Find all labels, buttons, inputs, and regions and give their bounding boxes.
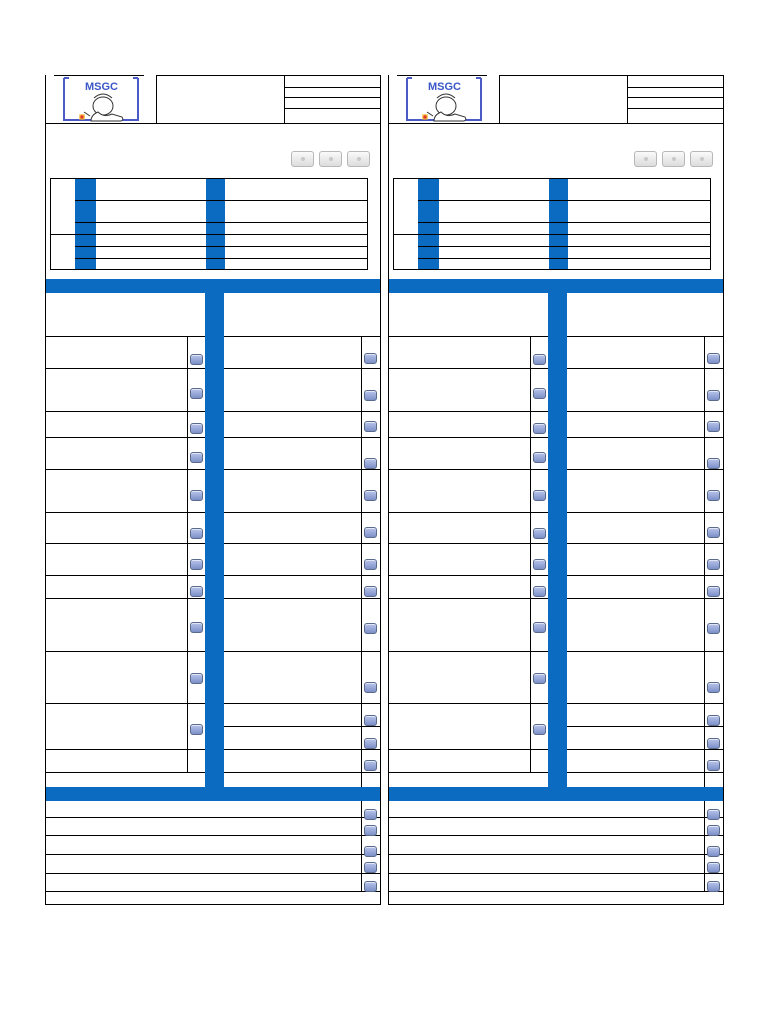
footer-row-line [389, 854, 723, 855]
checkbox-icon[interactable] [190, 388, 203, 399]
row-line [567, 772, 723, 773]
row-line [389, 598, 548, 599]
info-grid [393, 178, 711, 270]
checkbox-icon[interactable] [190, 559, 203, 570]
row-line [224, 437, 380, 438]
checkbox-icon[interactable] [364, 527, 377, 538]
row-line [389, 469, 548, 470]
row-line [389, 336, 548, 337]
checkbox-icon[interactable] [364, 809, 377, 820]
row-line [46, 368, 205, 369]
row-line [389, 368, 548, 369]
column-divider [548, 279, 567, 787]
prev-button[interactable] [634, 151, 657, 167]
checkbox-icon[interactable] [707, 862, 720, 873]
row-line [224, 368, 380, 369]
footer-row-line [389, 817, 723, 818]
checkbox-icon[interactable] [190, 490, 203, 501]
row-line [46, 437, 205, 438]
form-header [389, 76, 723, 124]
nav-buttons [634, 151, 713, 167]
row-line [567, 703, 723, 704]
footer-row-line [46, 854, 380, 855]
nav-buttons [291, 151, 370, 167]
row-line [567, 543, 723, 544]
row-line [46, 411, 205, 412]
row-line [389, 651, 548, 652]
checkbox-icon[interactable] [707, 390, 720, 401]
checkbox-icon[interactable] [707, 353, 720, 364]
checkbox-icon[interactable] [364, 846, 377, 857]
logo-label: MSGC [85, 81, 118, 93]
row-line [224, 772, 380, 773]
checkbox-icon[interactable] [364, 586, 377, 597]
checkbox-icon[interactable] [707, 881, 720, 892]
row-line [567, 368, 723, 369]
footer-checkbox-column-line [361, 801, 362, 891]
checkbox-icon[interactable] [364, 559, 377, 570]
footer-checkbox-column-line [704, 801, 705, 891]
form-card-2 [388, 75, 724, 905]
middle-button[interactable] [319, 151, 342, 167]
checkbox-icon[interactable] [364, 623, 377, 634]
checkbox-column-line [530, 336, 531, 772]
checkbox-column-line [704, 336, 705, 787]
checkbox-column-line [187, 336, 188, 772]
row-line [46, 772, 205, 773]
row-line [567, 749, 723, 750]
row-line [224, 512, 380, 513]
checkbox-icon[interactable] [707, 825, 720, 836]
row-line [567, 437, 723, 438]
row-line [389, 411, 548, 412]
row-line [46, 512, 205, 513]
checkbox-icon[interactable] [190, 528, 203, 539]
footer-row-line [46, 817, 380, 818]
form-header [46, 76, 380, 124]
row-line [224, 575, 380, 576]
checkbox-icon[interactable] [364, 862, 377, 873]
row-line [224, 651, 380, 652]
header-info-cells [628, 76, 723, 124]
checkbox-icon[interactable] [707, 458, 720, 469]
row-line [389, 772, 548, 773]
checkbox-icon[interactable] [364, 682, 377, 693]
next-button[interactable] [690, 151, 713, 167]
checkbox-icon[interactable] [707, 527, 720, 538]
checkbox-icon[interactable] [707, 846, 720, 857]
checkbox-icon[interactable] [707, 559, 720, 570]
row-line [224, 336, 380, 337]
header-info-cells [285, 76, 380, 124]
checkbox-icon[interactable] [364, 760, 377, 771]
footer-row-line [389, 873, 723, 874]
checkbox-icon[interactable] [707, 490, 720, 501]
row-line [389, 749, 548, 750]
checkbox-icon[interactable] [533, 354, 546, 365]
checkbox-icon[interactable] [190, 452, 203, 463]
row-line [567, 651, 723, 652]
checkbox-icon[interactable] [364, 390, 377, 401]
checkbox-icon[interactable] [533, 388, 546, 399]
row-line [224, 726, 380, 727]
row-line [46, 703, 205, 704]
info-grid [50, 178, 368, 270]
checkbox-icon[interactable] [364, 825, 377, 836]
row-line [46, 651, 205, 652]
checkbox-icon[interactable] [364, 421, 377, 432]
row-line [389, 575, 548, 576]
checkbox-icon[interactable] [190, 354, 203, 365]
checkbox-icon[interactable] [533, 673, 546, 684]
row-line [389, 437, 548, 438]
checkbox-icon[interactable] [364, 353, 377, 364]
checkbox-icon[interactable] [364, 715, 377, 726]
footer-section-bar [46, 787, 380, 801]
row-line [567, 575, 723, 576]
row-line [567, 469, 723, 470]
checkbox-icon[interactable] [707, 715, 720, 726]
footer-row-line [46, 835, 380, 836]
row-line [224, 749, 380, 750]
column-divider [205, 279, 224, 787]
checkbox-icon[interactable] [533, 724, 546, 735]
checkbox-icon[interactable] [707, 421, 720, 432]
checkbox-icon[interactable] [707, 623, 720, 634]
row-line [567, 512, 723, 513]
welder-logo-icon [46, 76, 157, 124]
row-line [46, 543, 205, 544]
header-title-cell [157, 76, 285, 124]
row-line [46, 598, 205, 599]
row-line [46, 336, 205, 337]
welder-logo-icon [389, 76, 500, 124]
footer-row-line [389, 891, 723, 892]
checkbox-icon[interactable] [364, 490, 377, 501]
row-line [389, 703, 548, 704]
row-line [224, 703, 380, 704]
row-line [46, 469, 205, 470]
checkbox-icon[interactable] [533, 423, 546, 434]
logo-label: MSGC [428, 81, 461, 93]
logo-cell [46, 76, 157, 124]
row-line [46, 749, 205, 750]
next-button[interactable] [347, 151, 370, 167]
checkbox-icon[interactable] [533, 452, 546, 463]
footer-section-bar [389, 787, 723, 801]
checkbox-icon[interactable] [533, 586, 546, 597]
row-line [567, 726, 723, 727]
checkbox-column-line [361, 336, 362, 787]
form-card-1 [45, 75, 381, 905]
footer-row-line [46, 873, 380, 874]
checkbox-icon[interactable] [707, 809, 720, 820]
row-line [567, 411, 723, 412]
checkbox-icon[interactable] [364, 881, 377, 892]
checkbox-icon[interactable] [533, 559, 546, 570]
footer-row-line [46, 891, 380, 892]
row-line [46, 575, 205, 576]
checkbox-icon[interactable] [190, 673, 203, 684]
row-line [224, 411, 380, 412]
row-line [224, 598, 380, 599]
prev-button[interactable] [291, 151, 314, 167]
checkbox-icon[interactable] [190, 724, 203, 735]
checkbox-icon[interactable] [190, 586, 203, 597]
checkbox-icon[interactable] [533, 622, 546, 633]
checkbox-icon[interactable] [707, 586, 720, 597]
header-title-cell [500, 76, 628, 124]
row-line [224, 543, 380, 544]
row-line [567, 598, 723, 599]
middle-button[interactable] [662, 151, 685, 167]
row-line [224, 469, 380, 470]
checkbox-icon[interactable] [707, 760, 720, 771]
checkbox-icon[interactable] [707, 682, 720, 693]
checkbox-icon[interactable] [190, 622, 203, 633]
checkbox-icon[interactable] [364, 458, 377, 469]
checkbox-icon[interactable] [533, 490, 546, 501]
logo-cell [389, 76, 500, 124]
checkbox-icon[interactable] [364, 738, 377, 749]
checkbox-icon[interactable] [533, 528, 546, 539]
footer-row-line [389, 835, 723, 836]
checkbox-icon[interactable] [190, 423, 203, 434]
checkbox-icon[interactable] [707, 738, 720, 749]
row-line [389, 543, 548, 544]
row-line [567, 336, 723, 337]
row-line [389, 512, 548, 513]
